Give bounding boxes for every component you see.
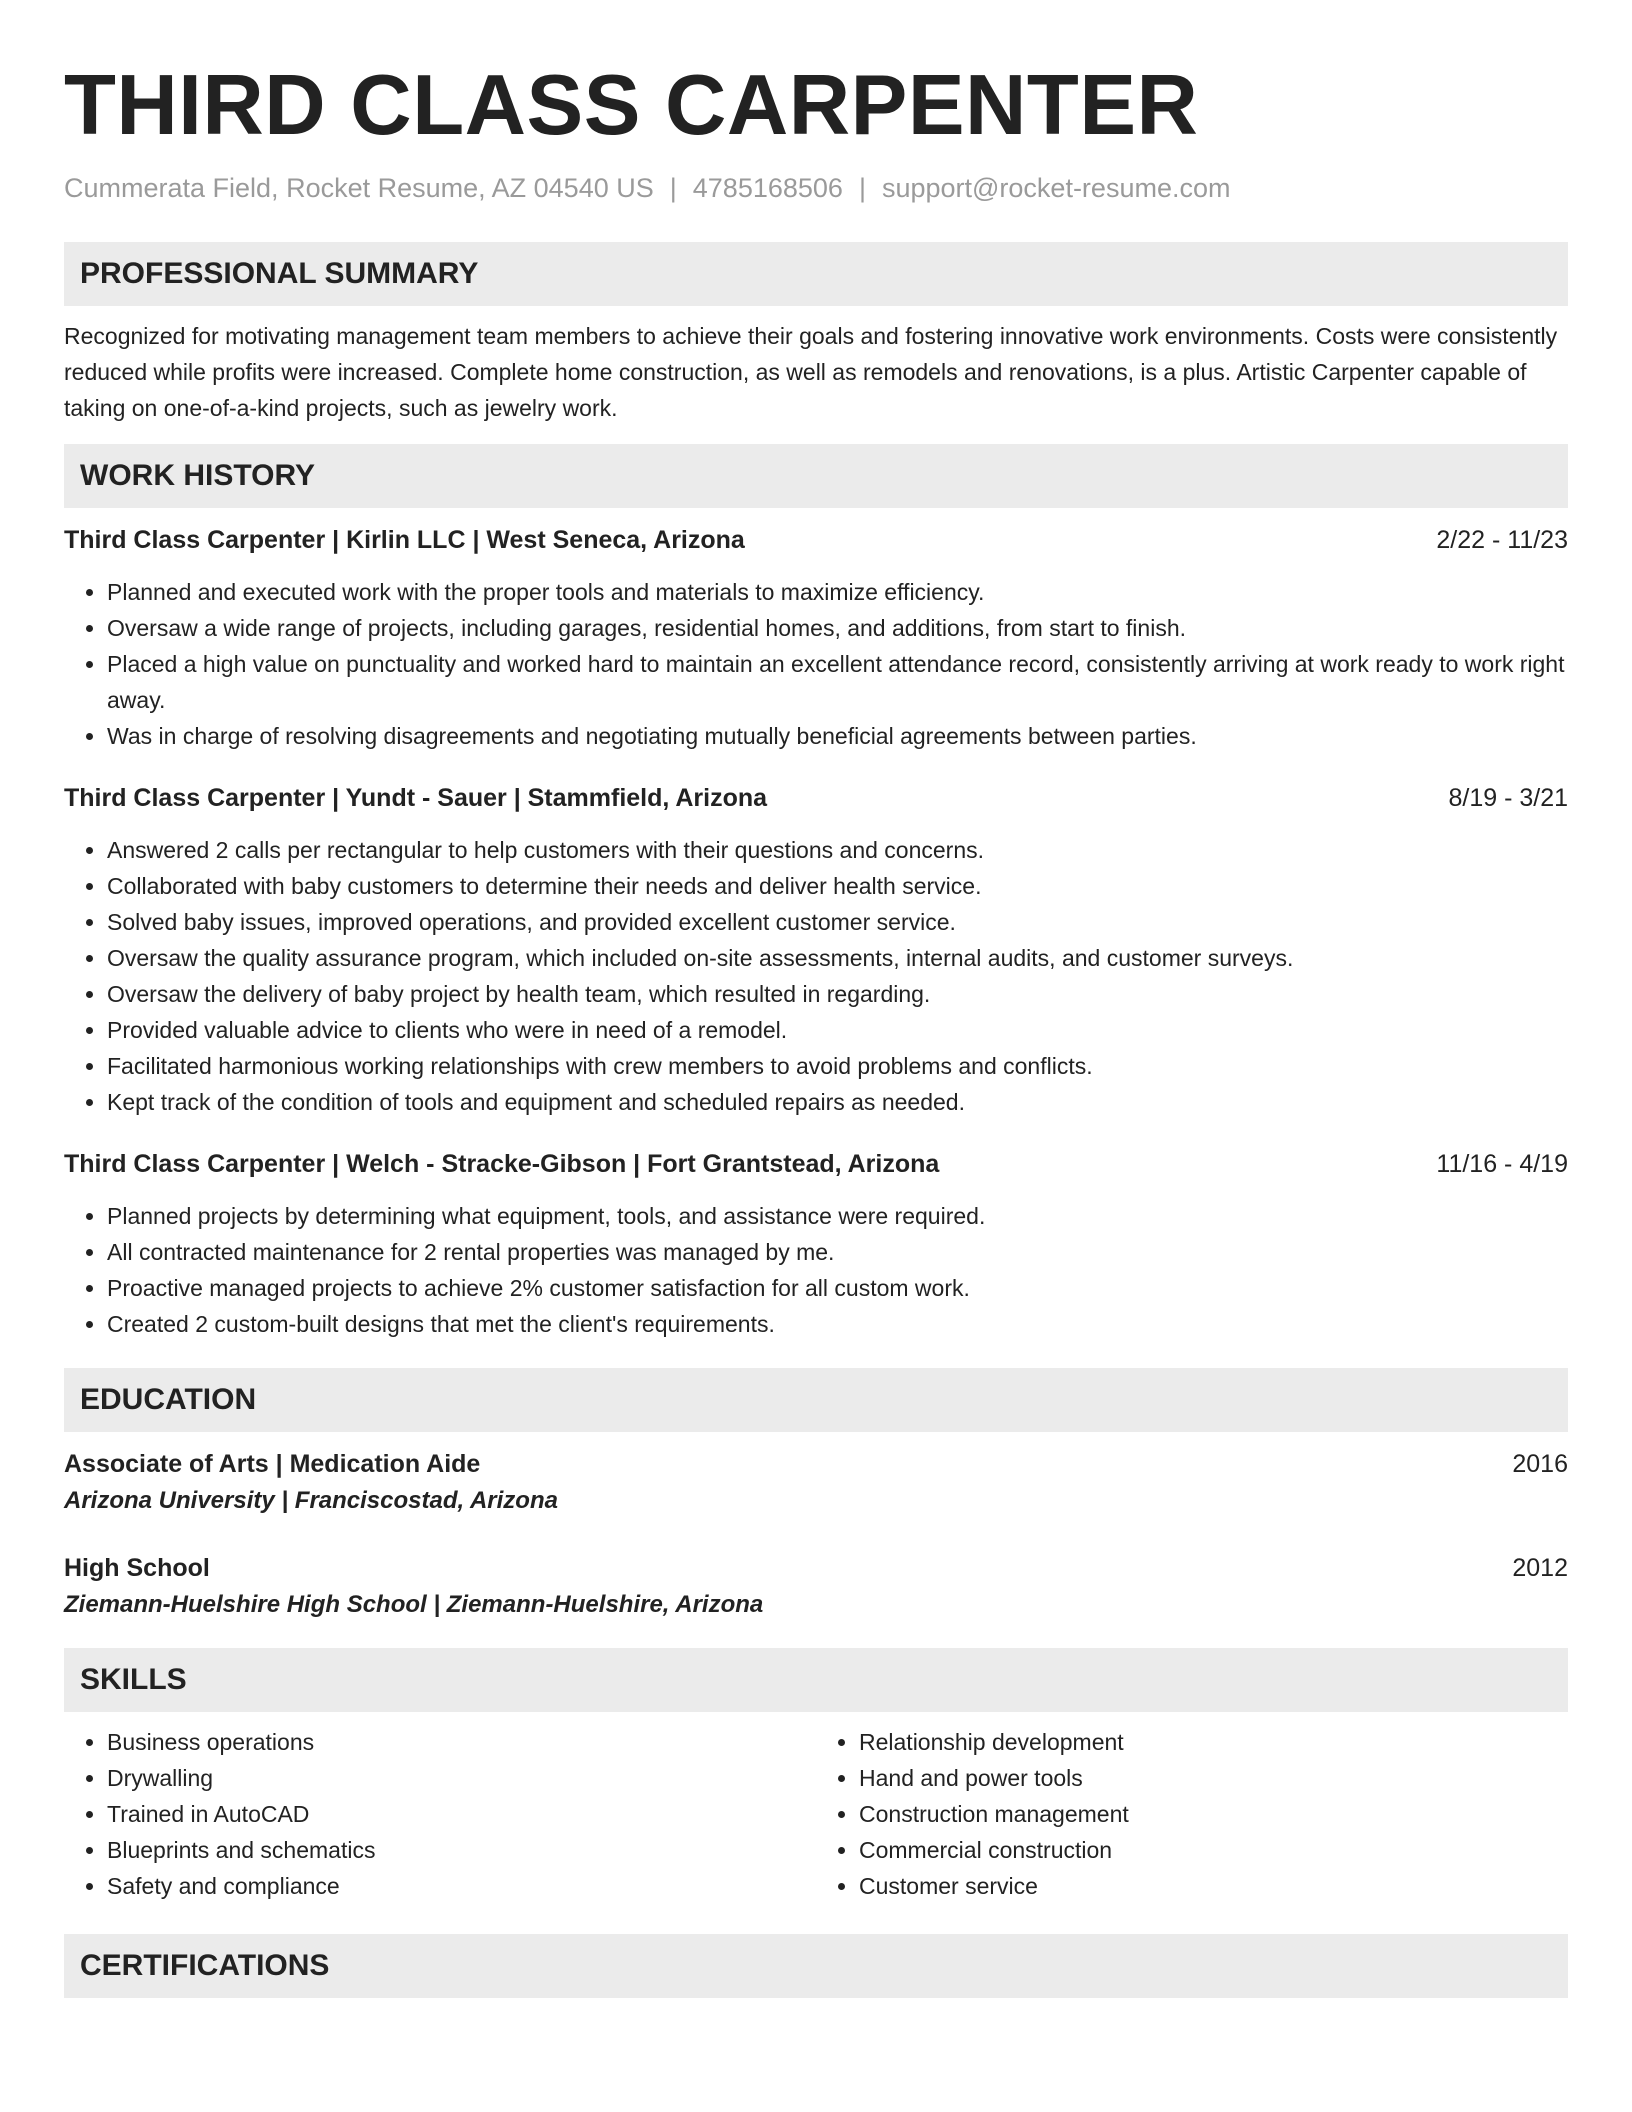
skill-item: • Commercial construction [859, 1832, 1568, 1868]
job-bullet: • Oversaw a wide range of projects, including garages, residential homes, and additions, from start to finish. [107, 610, 1568, 646]
education-year: 2016 [1512, 1450, 1568, 1478]
job-bullet: • Created 2 custom-built designs that met the client's requirements. [107, 1306, 1568, 1342]
section-heading-certifications: CERTIFICATIONS [64, 1934, 1568, 1998]
job-bullet: • Facilitated harmonious working relationships with crew members to avoid problems and conflicts. [107, 1048, 1568, 1084]
job-bullet: • Oversaw the quality assurance program, which included on-site assessments, internal audits, and customer surveys. [107, 940, 1568, 976]
job-bullets [64, 1198, 1568, 1342]
education-entry [64, 1446, 1568, 1520]
skill-item: • Relationship development [859, 1724, 1568, 1760]
job-bullet: • Answered 2 calls per rectangular to help customers with their questions and concerns. [107, 832, 1568, 868]
skill-item: • Construction management [859, 1796, 1568, 1832]
job-dates: 2/22 - 11/23 [1436, 526, 1568, 554]
job-header [64, 1146, 1568, 1182]
job-dates: 8/19 - 3/21 [1448, 784, 1568, 812]
education-header [64, 1550, 1568, 1586]
section-heading-education: EDUCATION [64, 1368, 1568, 1432]
contact-email: support@rocket-resume.com [881, 173, 1231, 203]
education-header [64, 1446, 1568, 1482]
job-dates: 11/16 - 4/19 [1436, 1150, 1568, 1178]
summary-text: Recognized for motivating management team members to achieve their goals and fostering innovative work environments. Costs were consistently reduced while profits were increased. Complete home construction, as well as remodels and renovations, is a plus. Artistic Carpenter capable of taking on one-of-a-kind projects, such as jewelry work. [64, 323, 1558, 421]
job-bullets [64, 574, 1568, 754]
job-bullet: • Kept track of the condition of tools and equipment and scheduled repairs as needed. [107, 1084, 1568, 1120]
job-bullet: • All contracted maintenance for 2 rental properties was managed by me. [107, 1234, 1568, 1270]
skills-list [64, 1724, 1568, 1904]
job-entry [64, 780, 1568, 1120]
job-bullet: • Planned and executed work with the proper tools and materials to maximize efficiency. [107, 574, 1568, 610]
education-school: Ziemann-Huelshire High School | Ziemann-Huelshire, Arizona [64, 1591, 764, 1618]
job-bullet: • Planned projects by determining what equipment, tools, and assistance were required. [107, 1198, 1568, 1234]
job-header [64, 522, 1568, 558]
contact-line [64, 170, 1568, 206]
job-title: Third Class Carpenter | Kirlin LLC | West Seneca, Arizona [64, 526, 745, 554]
job-bullet: • Provided valuable advice to clients who were in need of a remodel. [107, 1012, 1568, 1048]
section-heading-skills: SKILLS [64, 1648, 1568, 1712]
contact-separator: | [669, 173, 677, 203]
skills-column-left [64, 1724, 816, 1904]
job-title: Third Class Carpenter | Yundt - Sauer | Stammfield, Arizona [64, 784, 768, 812]
job-bullet: • Solved baby issues, improved operations, and provided excellent customer service. [107, 904, 1568, 940]
education-entry [64, 1550, 1568, 1624]
job-bullet: • Was in charge of resolving disagreements and negotiating mutually beneficial agreements between parties. [107, 718, 1568, 754]
contact-address: Cummerata Field, Rocket Resume, AZ 04540 US [64, 173, 654, 203]
education-degree: High School [64, 1554, 210, 1582]
job-title: Third Class Carpenter | Welch - Stracke-Gibson | Fort Grantstead, Arizona [64, 1150, 940, 1178]
resume-title: THIRD CLASS CARPENTER [64, 58, 1199, 153]
skill-item: • Blueprints and schematics [107, 1832, 816, 1868]
job-header [64, 780, 1568, 816]
section-heading-work: WORK HISTORY [64, 444, 1568, 508]
section-heading-summary: PROFESSIONAL SUMMARY [64, 242, 1568, 306]
contact-separator: | [858, 173, 866, 203]
skill-item: • Trained in AutoCAD [107, 1796, 816, 1832]
skill-item: • Customer service [859, 1868, 1568, 1904]
skill-item: • Hand and power tools [859, 1760, 1568, 1796]
job-bullet: • Placed a high value on punctuality and worked hard to maintain an excellent attendance record, consistently arriving at work ready to work right away. [107, 646, 1568, 718]
education-school: Arizona University | Franciscostad, Arizona [64, 1487, 558, 1514]
education-year: 2012 [1512, 1554, 1568, 1582]
job-entry [64, 522, 1568, 754]
contact-phone: 4785168506 [692, 173, 843, 203]
job-bullets [64, 832, 1568, 1120]
skill-item: • Business operations [107, 1724, 816, 1760]
job-bullet: • Oversaw the delivery of baby project by health team, which resulted in regarding. [107, 976, 1568, 1012]
skills-column-right [816, 1724, 1568, 1904]
skill-item: • Safety and compliance [107, 1868, 816, 1904]
job-entry [64, 1146, 1568, 1342]
job-bullet: • Collaborated with baby customers to determine their needs and deliver health service. [107, 868, 1568, 904]
education-degree: Associate of Arts | Medication Aide [64, 1450, 481, 1478]
job-bullet: • Proactive managed projects to achieve 2% customer satisfaction for all custom work. [107, 1270, 1568, 1306]
skill-item: • Drywalling [107, 1760, 816, 1796]
